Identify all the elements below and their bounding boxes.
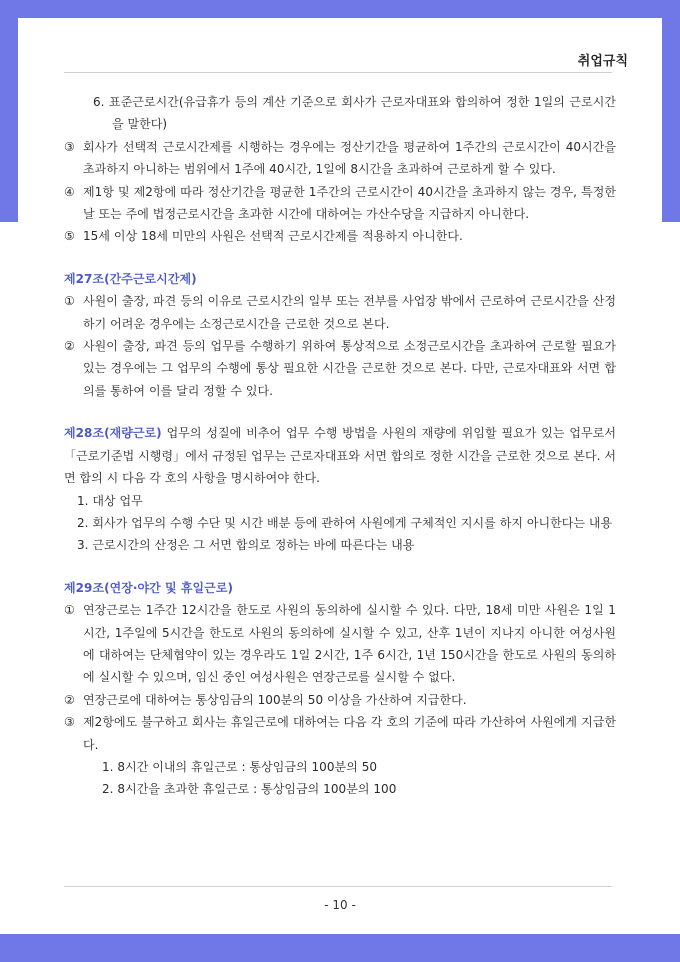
clause-number: ②: [64, 339, 75, 354]
left-band: [0, 0, 18, 222]
clause-number: ①: [64, 603, 75, 618]
article-29-clause-1: [64, 599, 616, 689]
header-divider: [64, 72, 612, 73]
clause-number: ④: [64, 184, 75, 199]
list-item: 2. 8시간을 초과한 휴일근로 : 통상임금의 100분의 100: [102, 782, 397, 797]
right-band: [662, 0, 680, 222]
footer-divider: [64, 886, 612, 887]
article-29-sublist: [64, 756, 616, 801]
list-item: 3. 근로시간의 산정은 그 서면 합의로 정하는 바에 따른다는 내용: [77, 538, 415, 553]
article-28: [64, 422, 616, 489]
clause-text: 15세 이상 18세 미만의 사원은 선택적 근로시간제를 적용하지 아니한다.: [83, 229, 463, 244]
clause-number: ⑤: [64, 229, 75, 244]
clause-number: ②: [64, 692, 75, 707]
clause-text: 제2항에도 불구하고 회사는 휴일근로에 대하여는 다음 각 호의 기준에 따라 가산하여 사원에게 지급한다.: [83, 715, 616, 752]
clause-text: 사원이 출장, 파견 등의 이유로 근로시간의 일부 또는 전부를 사업장 밖에서 근로하여 근로시간을 산정하기 어려운 경우에는 소정근로시간을 근로한 것으로 본다.: [83, 294, 616, 331]
top-band: [0, 0, 680, 18]
clause-3: [64, 136, 616, 181]
clause-number: ③: [64, 715, 75, 730]
clause-text: 사원이 출장, 파견 등의 업무를 수행하기 위하여 통상적으로 소정근로시간을 초과하여 근로할 필요가 있는 경우에는 그 업무의 수행에 통상 필요한 시간을 근로한 것으로 본다. 다만, 근로자대표와 서면 합의를 통하여 이를 달리 정할 수 있다.: [83, 339, 616, 398]
clause-text: 제1항 및 제2항에 따라 정산기간을 평균한 1주간의 근로시간이 40시간을 초과하지 않는 경우, 특정한 날 또는 주에 법정근로시간을 초과한 시간에 대하여는 가산수당을 지급하지 아니한다.: [83, 184, 616, 222]
header-title: 취업규칙: [577, 54, 628, 69]
article-28-title: 제28조(재량근로): [64, 426, 162, 441]
article-28-body: 업무의 성질에 비추어 업무 수행 방법을 사원의 재량에 위임할 필요가 있는 업무로서 「근로기준법 시행령」에서 규정된 업무는 근로자대표와 서면 합의로 정한 시간을 근로한 것으로 본다. 서면 합의 시 다음 각 호의 사항을 명시하여야 한다.: [64, 426, 616, 486]
clause-text: 연장근로는 1주간 12시간을 한도로 사원의 동의하에 실시할 수 있다. 다만, 18세 미만 사원은 1일 1시간, 1주일에 5시간을 한도로 사원의 동의하에 실시할 수 있고, 산후 1년이 지나지 아니한 여성사원에 대하여는 단체협약이 있는 경우라도 1일 2시간, 1주 6시간, 1년 150시간을 한도로 사원의 동의하에 실시할 수 있으며, 임신 중인 여성사원은 연장근로를 실시할 수 없다.: [83, 603, 616, 685]
list-item: 1. 8시간 이내의 휴일근로 : 통상임금의 100분의 50: [102, 759, 378, 774]
page-number: - 10 -: [324, 898, 356, 912]
clause-text: 회사가 선택적 근로시간제를 시행하는 경우에는 정산기간을 평균하여 1주간의 근로시간이 40시간을 초과하지 아니하는 범위에서 1주에 40시간, 1일에 8시간을 초과하여 근로하게 할 수 있다.: [83, 139, 616, 177]
list-item: 2. 회사가 업무의 수행 수단 및 시간 배분 등에 관하여 사원에게 구체적인 지시를 하지 아니한다는 내용: [77, 515, 613, 530]
clause-number: ③: [64, 139, 75, 154]
article-29-clause-3: [64, 711, 616, 756]
list-item-6: 6. 표준근로시간(유급휴가 등의 계산 기준으로 회사가 근로자대표와 합의하여 정한 1일의 근로시간을 말한다): [93, 95, 616, 132]
document-body: [64, 91, 616, 801]
clause-number: ①: [64, 294, 75, 309]
article-27-title: 제27조(간주근로시간제): [64, 271, 197, 286]
clause-5: [64, 225, 616, 247]
list-item: 1. 대상 업무: [77, 493, 143, 508]
article-27-clause-1: [64, 290, 616, 335]
bottom-band: [0, 934, 680, 962]
clause-4: [64, 181, 616, 226]
article-28-list: [64, 490, 616, 557]
article-27-clause-2: [64, 335, 616, 402]
clause-text: 연장근로에 대하여는 통상임금의 100분의 50 이상을 가산하여 지급한다.: [83, 692, 467, 707]
article-29-title: 제29조(연장·야간 및 휴일근로): [64, 580, 233, 595]
article-29-clause-2: [64, 689, 616, 711]
